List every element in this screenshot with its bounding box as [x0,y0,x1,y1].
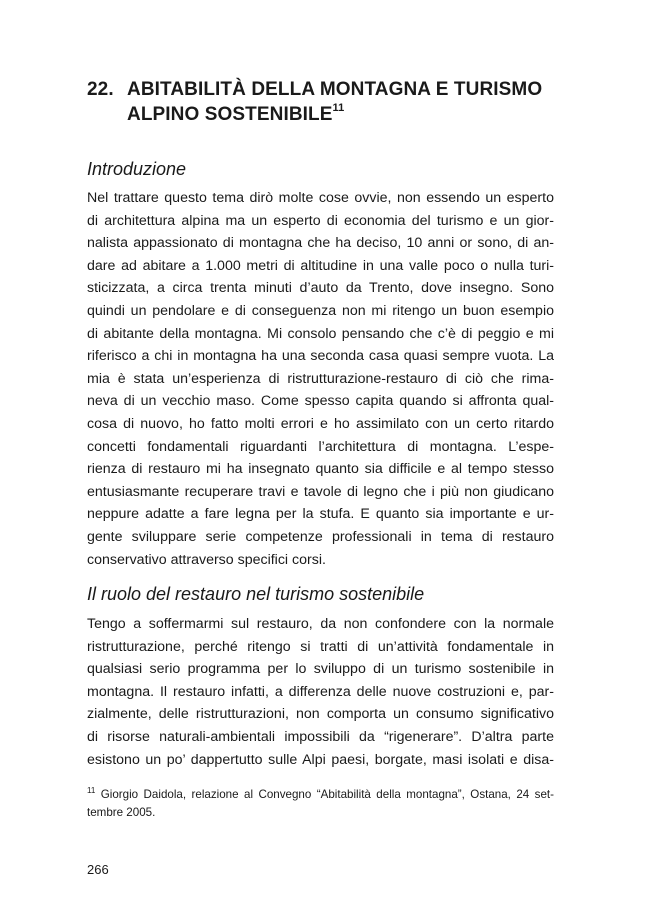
text-line: qualsiasi serio programma per lo sviluppo di un turismo sostenibile in [87,661,554,678]
text-line: Nel trattare questo tema dirò molte cose ovvie, non essendo un esperto [87,190,554,206]
text-line: di risorse naturali-ambientali impossibili da “rigenerare”. D’altra parte [87,728,554,745]
paragraph-introduzione [87,187,554,571]
text-line: entusiasmante recuperare travi e tavole di legno che i più non giudicano [87,483,554,500]
book-page [87,0,554,917]
chapter-title-line-2-text: ALPINO SOSTENIBILE [127,104,333,125]
section-heading-restauro: Il ruolo del restauro nel turismo sostenibile [87,584,425,604]
footnote-reference[interactable]: 11 [332,101,345,114]
chapter-number: 22. [87,79,114,100]
chapter-title-line-1: ABITABILITÀ DELLA MONTAGNA E TURISMO [127,79,543,100]
text-line: ristrutturazione, perché ritengo si tratti di un’attività fondamentale in [87,638,554,655]
text-line: Tengo a soffermarmi sul restauro, da non confondere con la normale [87,616,554,632]
text-line: rienza di restauro mi ha insegnato quanto sia difficile e al tempo stesso [87,461,554,478]
footnote-line [87,786,554,804]
text-line: mia è stata un’esperienza di ristrutturazione-restauro di ciò che rima- [87,370,554,387]
text-line: sticizzata, a circa trenta minuti d’auto da Trento, dove insegno. Sono [87,280,554,297]
page-number: 266 [87,862,109,877]
section-heading-introduzione: Introduzione [87,159,187,179]
text-line: gente sviluppare serie competenze professionali in tema di restauro [87,528,554,545]
text-line: neppure adatte a fare legna per la stufa. E quanto sia importante e ur- [87,506,554,523]
text-line: dare ad abitare a 1.000 metri di altitudine in una valle poco o nulla turi- [87,257,554,274]
footnote-line: tembre 2005. [87,806,156,819]
text-line: di abitante della montagna. Mi consolo pensando che c’è di peggio e mi [87,325,554,342]
text-line: di architettura alpina ma un esperto di economia del turismo e un gior- [87,212,554,229]
text-line: quindi un pendolare e di conseguenza non mi ritengo un buon esempio [87,302,554,319]
footnote-text-1: Giorgio Daidola, relazione al Convegno “Abitabilità della montagna”, Ostana, 24 set- [100,788,554,801]
text-line: esistono un po’ dappertutto sulle Alpi paesi, borgate, masi isolati e disa- [87,751,554,768]
footnote-marker: 11 [87,786,96,796]
paragraph-restauro [87,613,554,771]
text-line: montagna. Il restauro infatti, a differenza delle nuove costruzioni e, par- [87,683,554,700]
text-line: nalista appassionato di montagna che ha deciso, 10 anni or sono, di an- [87,235,554,252]
text-line: conservativo attraverso specifici corsi. [87,551,326,568]
footnote [87,786,554,822]
text-line: zialmente, delle ristrutturazioni, non comporta un consumo significativo [87,706,554,723]
text-line: cosa di nuovo, ho fatto molti errori e ho assimilato con un certo ritardo [87,415,554,432]
chapter-title [87,77,554,127]
chapter-title-line-2 [127,102,554,127]
text-line: riferisco a chi in montagna ha una seconda casa quasi sempre vuota. La [87,348,554,365]
text-line: neva di un vecchio maso. Come spesso capita quando si affronta qual- [87,393,554,410]
text-line: concetti fondamentali riguardanti l’architettura di montagna. L’espe- [87,438,554,455]
